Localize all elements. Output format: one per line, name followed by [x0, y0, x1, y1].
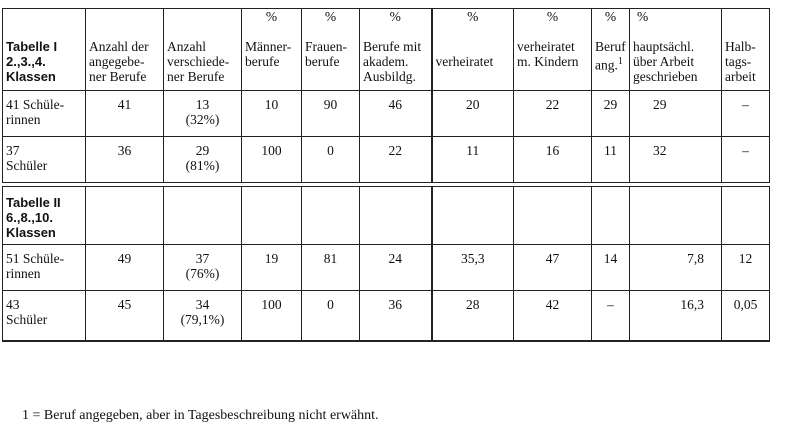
- table1-label-cell: [3, 9, 86, 91]
- empty-cell: [432, 187, 514, 245]
- header-text-line: Berufe mit: [363, 39, 422, 54]
- cell-verschieden: [164, 91, 242, 137]
- cell-beruf-ang: [592, 91, 630, 137]
- header-anzahl-verschieden: [164, 9, 242, 91]
- cell-value: 0: [327, 297, 334, 312]
- cell-percent: (79,1%): [180, 312, 225, 327]
- cell-angegeben: [86, 137, 164, 183]
- cell-hauptsaechl: [630, 91, 722, 137]
- table-row: [3, 137, 770, 183]
- cell-value: 32: [653, 143, 667, 158]
- percent-sign: %: [265, 9, 278, 24]
- cell-value: 19: [264, 251, 279, 266]
- cell-angegeben: [86, 245, 164, 291]
- cell-value: 100: [261, 297, 282, 312]
- cell-hauptsaechl: [630, 245, 722, 291]
- cell-value: 24: [388, 251, 402, 266]
- cell-hauptsaechl: [630, 291, 722, 341]
- row-label-line: 41 Schüle-: [6, 97, 65, 112]
- cell-value: 36: [388, 297, 402, 312]
- header-beruf-ang: [592, 9, 630, 91]
- cell-verh-kinder: [514, 137, 592, 183]
- cell-value: 29: [653, 97, 667, 112]
- percent-sign: %: [637, 9, 649, 24]
- header-text-line: Anzahl der: [89, 39, 149, 54]
- row-label: [3, 137, 86, 183]
- percent-sign: %: [324, 9, 337, 24]
- header-text-line: Beruf: [595, 39, 626, 54]
- header-text-line: berufe: [245, 54, 280, 69]
- cell-value: 7,8: [687, 251, 704, 266]
- cell-value: 11: [466, 143, 480, 158]
- cell-akadem: [360, 291, 432, 341]
- cell-frauen: [302, 91, 360, 137]
- row-label: [3, 245, 86, 291]
- header-text-line: Halb-: [725, 39, 756, 54]
- header-text-line: arbeit: [725, 69, 756, 84]
- cell-hauptsaechl: [630, 137, 722, 183]
- cell-value: 11: [604, 143, 617, 158]
- cell-frauen: [302, 137, 360, 183]
- cell-value: 22: [388, 143, 402, 158]
- header-row: [3, 9, 770, 91]
- cell-maenner: [242, 245, 302, 291]
- empty-cell: [242, 187, 302, 245]
- header-text-line: Männer-: [245, 39, 292, 54]
- table1-classes: 2.,3.,4.: [6, 54, 46, 69]
- header-text-line: Ausbildg.: [363, 69, 416, 84]
- cell-value: 37: [195, 251, 210, 266]
- cell-halbtags: [722, 291, 770, 341]
- empty-cell: [630, 187, 722, 245]
- cell-value: 12: [738, 251, 753, 266]
- cell-verh-kinder: [514, 291, 592, 341]
- cell-value: 100: [261, 143, 282, 158]
- empty-cell: [86, 187, 164, 245]
- cell-percent: (81%): [185, 158, 220, 173]
- header-halbtags: [722, 9, 770, 91]
- cell-beruf-ang: [592, 291, 630, 341]
- cell-value: 29: [603, 97, 618, 112]
- empty-cell: [514, 187, 592, 245]
- row-label-line: 37: [6, 143, 20, 158]
- cell-frauen: [302, 245, 360, 291]
- row-label-line: Schüler: [6, 312, 48, 327]
- empty-cell: [722, 187, 770, 245]
- header-text-line: berufe: [305, 54, 340, 69]
- cell-value: 49: [117, 251, 132, 266]
- cell-percent: (76%): [185, 266, 220, 281]
- percent-sign: %: [389, 9, 401, 24]
- header-text-line: angegebe-: [89, 54, 145, 69]
- cell-angegeben: [86, 91, 164, 137]
- cell-halbtags: [722, 137, 770, 183]
- cell-halbtags: [722, 245, 770, 291]
- header-maenner: [242, 9, 302, 91]
- cell-value: 16,3: [680, 297, 704, 312]
- table-row: [3, 291, 770, 341]
- cell-beruf-ang: [592, 245, 630, 291]
- cell-beruf-ang: [592, 137, 630, 183]
- header-text-line: m. Kindern: [517, 54, 579, 69]
- header-text-line: verschiede-: [167, 54, 230, 69]
- cell-verheiratet: [432, 245, 514, 291]
- header-text-line: tags-: [725, 54, 752, 69]
- cell-value: 90: [323, 97, 338, 112]
- empty-cell: [164, 187, 242, 245]
- cell-akadem: [360, 137, 432, 183]
- cell-value: –: [742, 97, 749, 112]
- cell-akadem: [360, 245, 432, 291]
- cell-value: 46: [388, 97, 402, 112]
- table1-label: Tabelle I: [6, 39, 58, 54]
- cell-value: 0,05: [733, 297, 758, 312]
- header-hauptsaechl: [630, 9, 722, 91]
- footnote: 1 = Beruf angegeben, aber in Tagesbeschreibung nicht erwähnt.: [22, 408, 379, 423]
- header-text-line: über Arbeit: [633, 54, 695, 69]
- row-label: [3, 91, 86, 137]
- table1-classes-word: Klassen: [6, 69, 56, 84]
- table2-classes: 6.,8.,10.: [6, 210, 53, 225]
- cell-maenner: [242, 291, 302, 341]
- row-label-line: rinnen: [6, 112, 41, 127]
- cell-verh-kinder: [514, 245, 592, 291]
- header-text-line: ner Berufe: [89, 69, 147, 84]
- cell-value: 81: [323, 251, 338, 266]
- cell-angegeben: [86, 291, 164, 341]
- percent-sign: %: [546, 9, 559, 24]
- header-anzahl-angegeben: [86, 9, 164, 91]
- cell-frauen: [302, 291, 360, 341]
- header-verheiratet: [432, 9, 514, 91]
- cell-maenner: [242, 91, 302, 137]
- statistics-table: [2, 8, 770, 342]
- cell-verschieden: [164, 137, 242, 183]
- row-label-line: 43: [6, 297, 20, 312]
- cell-value: 34: [195, 297, 210, 312]
- cell-verheiratet: [432, 137, 514, 183]
- empty-cell: [360, 187, 432, 245]
- footnote-marker: 1: [617, 56, 623, 67]
- percent-sign: %: [604, 9, 617, 24]
- cell-value: 42: [545, 297, 560, 312]
- header-text-line: ang.: [595, 57, 618, 73]
- header-frauen: [302, 9, 360, 91]
- row-label: [3, 291, 86, 341]
- cell-value: 13: [195, 97, 210, 112]
- cell-verheiratet: [432, 291, 514, 341]
- cell-maenner: [242, 137, 302, 183]
- cell-value: 20: [466, 97, 480, 112]
- header-text-line: Anzahl: [167, 39, 206, 54]
- cell-halbtags: [722, 91, 770, 137]
- cell-verschieden: [164, 245, 242, 291]
- cell-verheiratet: [432, 91, 514, 137]
- cell-verschieden: [164, 291, 242, 341]
- cell-value: 29: [195, 143, 210, 158]
- cell-value: 28: [466, 297, 480, 312]
- cell-value: 36: [117, 143, 132, 158]
- empty-cell: [302, 187, 360, 245]
- header-verh-kinder: [514, 9, 592, 91]
- table2-label-cell: [3, 187, 86, 245]
- row-label-line: Schüler: [6, 158, 48, 173]
- header-text-line: verheiratet: [517, 39, 575, 54]
- cell-value: 16: [545, 143, 560, 158]
- table2-label: Tabelle II: [6, 195, 61, 210]
- header-text-line: akadem.: [363, 54, 409, 69]
- cell-value: 45: [117, 297, 132, 312]
- cell-value: 10: [264, 97, 279, 112]
- cell-value: 47: [545, 251, 560, 266]
- cell-akadem: [360, 91, 432, 137]
- cell-value: –: [742, 143, 749, 158]
- header-text-line: geschrieben: [633, 69, 698, 84]
- row-label-line: 51 Schüle-: [6, 251, 65, 266]
- table-row: [3, 245, 770, 291]
- header-text-line: ner Berufe: [167, 69, 225, 84]
- header-text-line: verheiratet: [435, 54, 494, 69]
- header-text-line: Frauen-: [305, 39, 347, 54]
- cell-verh-kinder: [514, 91, 592, 137]
- header-text-line: hauptsächl.: [633, 39, 695, 54]
- row-label-line: rinnen: [6, 266, 41, 281]
- cell-percent: (32%): [185, 112, 220, 127]
- percent-sign: %: [467, 9, 479, 24]
- cell-value: 0: [327, 143, 334, 158]
- cell-value: 22: [545, 97, 560, 112]
- cell-value: 35,3: [460, 251, 485, 266]
- empty-cell: [592, 187, 630, 245]
- cell-value: –: [607, 297, 614, 312]
- table2-label-row: [3, 187, 770, 245]
- table2-classes-word: Klassen: [6, 225, 56, 240]
- cell-value: 41: [117, 97, 132, 112]
- cell-value: 14: [603, 251, 618, 266]
- header-akadem: [360, 9, 432, 91]
- table-row: [3, 91, 770, 137]
